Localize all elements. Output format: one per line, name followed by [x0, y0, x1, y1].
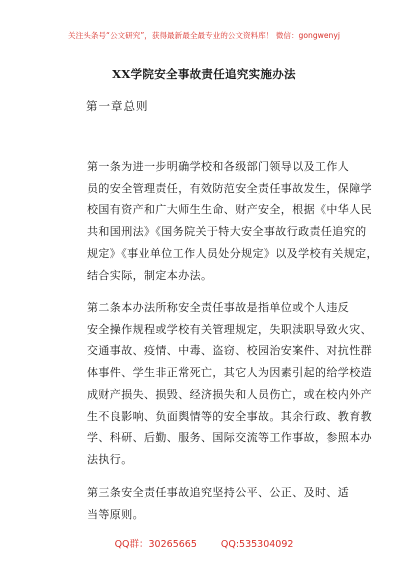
article-line: 法执行。 [87, 452, 133, 466]
chapter-heading: 第一章总则 [86, 99, 149, 113]
article-line: 第一条为进一步明确学校和各级部门领导以及工作人 [87, 160, 350, 173]
article-line: 学、科研、后勤、服务、国际交流等工作事故，参照本办 [87, 431, 372, 445]
article-2 [87, 297, 372, 471]
article-line: 安全操作规程或学校有关管理规定，失职渎职导致火灾、 [87, 322, 372, 336]
header-promo-note: 关注头条号“公文研究”，获得最新最全最专业的公文资料库！ 微信：gongwenyj [68, 31, 340, 40]
article-line: 规定》《事业单位工作人员处分规定》以及学校有关规定， [87, 246, 378, 260]
article-line: 第二条本办法所称安全责任事故是指单位或个人违反 [87, 301, 350, 314]
article-line: 成财产损失、损毁、经济损失和人员伤亡，或在校内外产 [87, 387, 372, 401]
footer-contact [0, 536, 408, 550]
article-line: 生不良影响、负面舆情等的安全事故。其余行政、教育教 [87, 409, 372, 423]
article-line: 员的安全管理责任，有效防范安全责任事故发生，保障学 [87, 181, 372, 195]
article-line: 结合实际，制定本办法。 [87, 268, 213, 282]
article-3 [87, 482, 350, 525]
footer-qq-group: QQ群：30265665 [114, 539, 197, 550]
document-title: XX学院安全事故责任追究实施办法 [112, 67, 296, 81]
footer-qq: QQ:535304092 [220, 539, 294, 550]
article-1 [87, 156, 378, 286]
article-line: 第三条安全责任事故追究坚持公平、公正、及时、适 [87, 486, 350, 499]
article-line: 校国有资产和广大师生生命、财产安全，根据《中华人民 [87, 203, 372, 217]
article-line: 当等原则。 [87, 507, 144, 521]
article-line: 交通事故、疫情、中毒、盗窃、校园治安案件、对抗性群 [87, 344, 372, 358]
article-line: 体事件、学生非正常死亡，其它人为因素引起的给学校造 [87, 366, 372, 380]
article-line: 共和国刑法》《国务院关于特大安全事故行政责任追究的 [87, 225, 367, 239]
